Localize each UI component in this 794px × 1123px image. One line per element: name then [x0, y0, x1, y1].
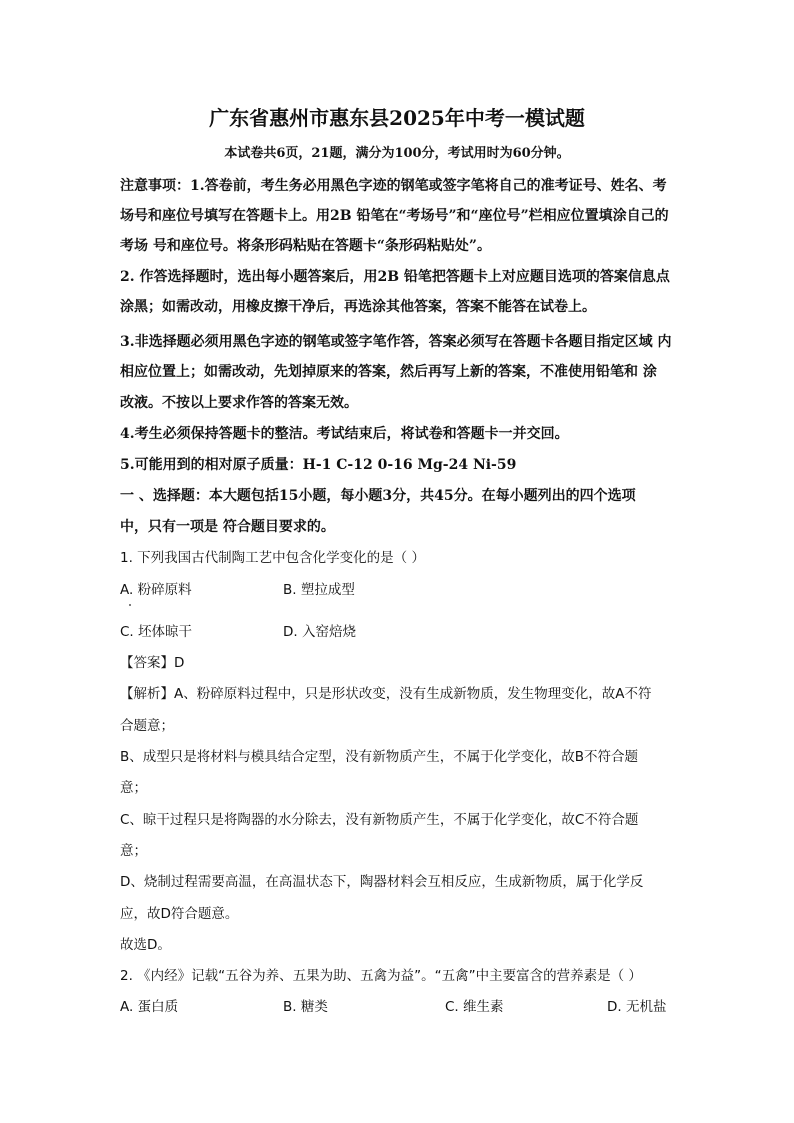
note-line: 考场 号和座位号。将条形码粘贴在答题卡“条形码粘贴处”。 — [120, 238, 491, 254]
note-line: 涂黑；如需改动，用橡皮擦干净后，再选涂其他答案，答案不能答在试卷上。 — [120, 299, 596, 315]
stray-dot — [129, 604, 131, 606]
q2-option-d: D. 无机盐 — [607, 999, 667, 1015]
note-line: 改液。不按以上要求作答的答案无效。 — [120, 395, 358, 411]
note-line: 5.可能用到的相对原子质量：H-1 C-12 0-16 Mg-24 Ni-59 — [120, 457, 517, 473]
note-line: 2. 作答选择题时，选出每小题答案后，用2B 铅笔把答题卡上对应题目选项的答案信息点 — [120, 269, 670, 285]
question-2-stem: 2. 《内经》记载“五谷为养、五果为助、五禽为益”。“五禽”中主要富含的营养素是（ ） — [120, 968, 642, 984]
section-heading: 中，只有一项是 符合题目要求的。 — [120, 519, 335, 535]
q1-analysis-line: 【解析】A、粉碎原料过程中，只是形状改变，没有生成新物质，发生物理变化，故A不符 — [120, 686, 652, 702]
note-line: 3.非选择题必须用黑色字迹的钢笔或签字笔作答，答案必须写在答题卡各题目指定区域 内 — [120, 334, 672, 350]
q1-analysis-line: 故选D。 — [120, 937, 171, 953]
q1-analysis-line: 应，故D符合题意。 — [120, 906, 239, 922]
q2-option-b: B. 糖类 — [283, 999, 328, 1015]
q2-option-c: C. 维生素 — [445, 999, 504, 1015]
page-title: 广东省惠州市惠东县2025年中考一模试题 — [209, 106, 585, 130]
exam-info: 本试卷共6页，21题，满分为100分，考试用时为60分钟。 — [224, 146, 570, 161]
section-heading: 一 、选择题：本大题包括15小题，每小题3分，共45分。在每小题列出的四个选项 — [120, 488, 636, 504]
q1-option-d: D. 入窑焙烧 — [283, 624, 356, 640]
q1-option-b: B. 塑拉成型 — [283, 582, 355, 598]
note-line: 4.考生必须保持答题卡的整洁。考试结束后，将试卷和答题卡一并交回。 — [120, 426, 569, 442]
q1-option-c: C. 坯体晾干 — [120, 624, 193, 640]
q1-option-a: A. 粉碎原料 — [120, 582, 192, 598]
q1-analysis-line: C、晾干过程只是将陶器的水分除去，没有新物质产生，不属于化学变化，故C不符合题 — [120, 812, 639, 828]
question-1-stem: 1. 下列我国古代制陶工艺中包含化学变化的是（ ） — [120, 550, 425, 566]
q1-analysis-line: B、成型只是将材料与模具结合定型，没有新物质产生，不属于化学变化，故B不符合题 — [120, 749, 639, 765]
q1-analysis-line: 合题意； — [120, 718, 174, 734]
q1-analysis-line: 意； — [120, 780, 147, 796]
note-line: 场号和座位号填写在答题卡上。用2B 铅笔在“考场号”和“座位号”栏相应位置填涂自己的 — [120, 208, 669, 224]
q1-answer: 【答案】D — [120, 655, 185, 671]
note-line: 相应位置上；如需改动，先划掉原来的答案，然后再写上新的答案，不准使用铅笔和 涂 — [120, 364, 657, 380]
q1-analysis-line: 意； — [120, 843, 147, 859]
note-line: 注意事项：1.答卷前，考生务必用黑色字迹的钢笔或签字笔将自己的准考证号、姓名、考 — [120, 178, 667, 194]
q1-analysis-line: D、烧制过程需要高温，在高温状态下，陶器材料会互相反应，生成新物质，属于化学反 — [120, 874, 644, 890]
q2-option-a: A. 蛋白质 — [120, 999, 179, 1015]
